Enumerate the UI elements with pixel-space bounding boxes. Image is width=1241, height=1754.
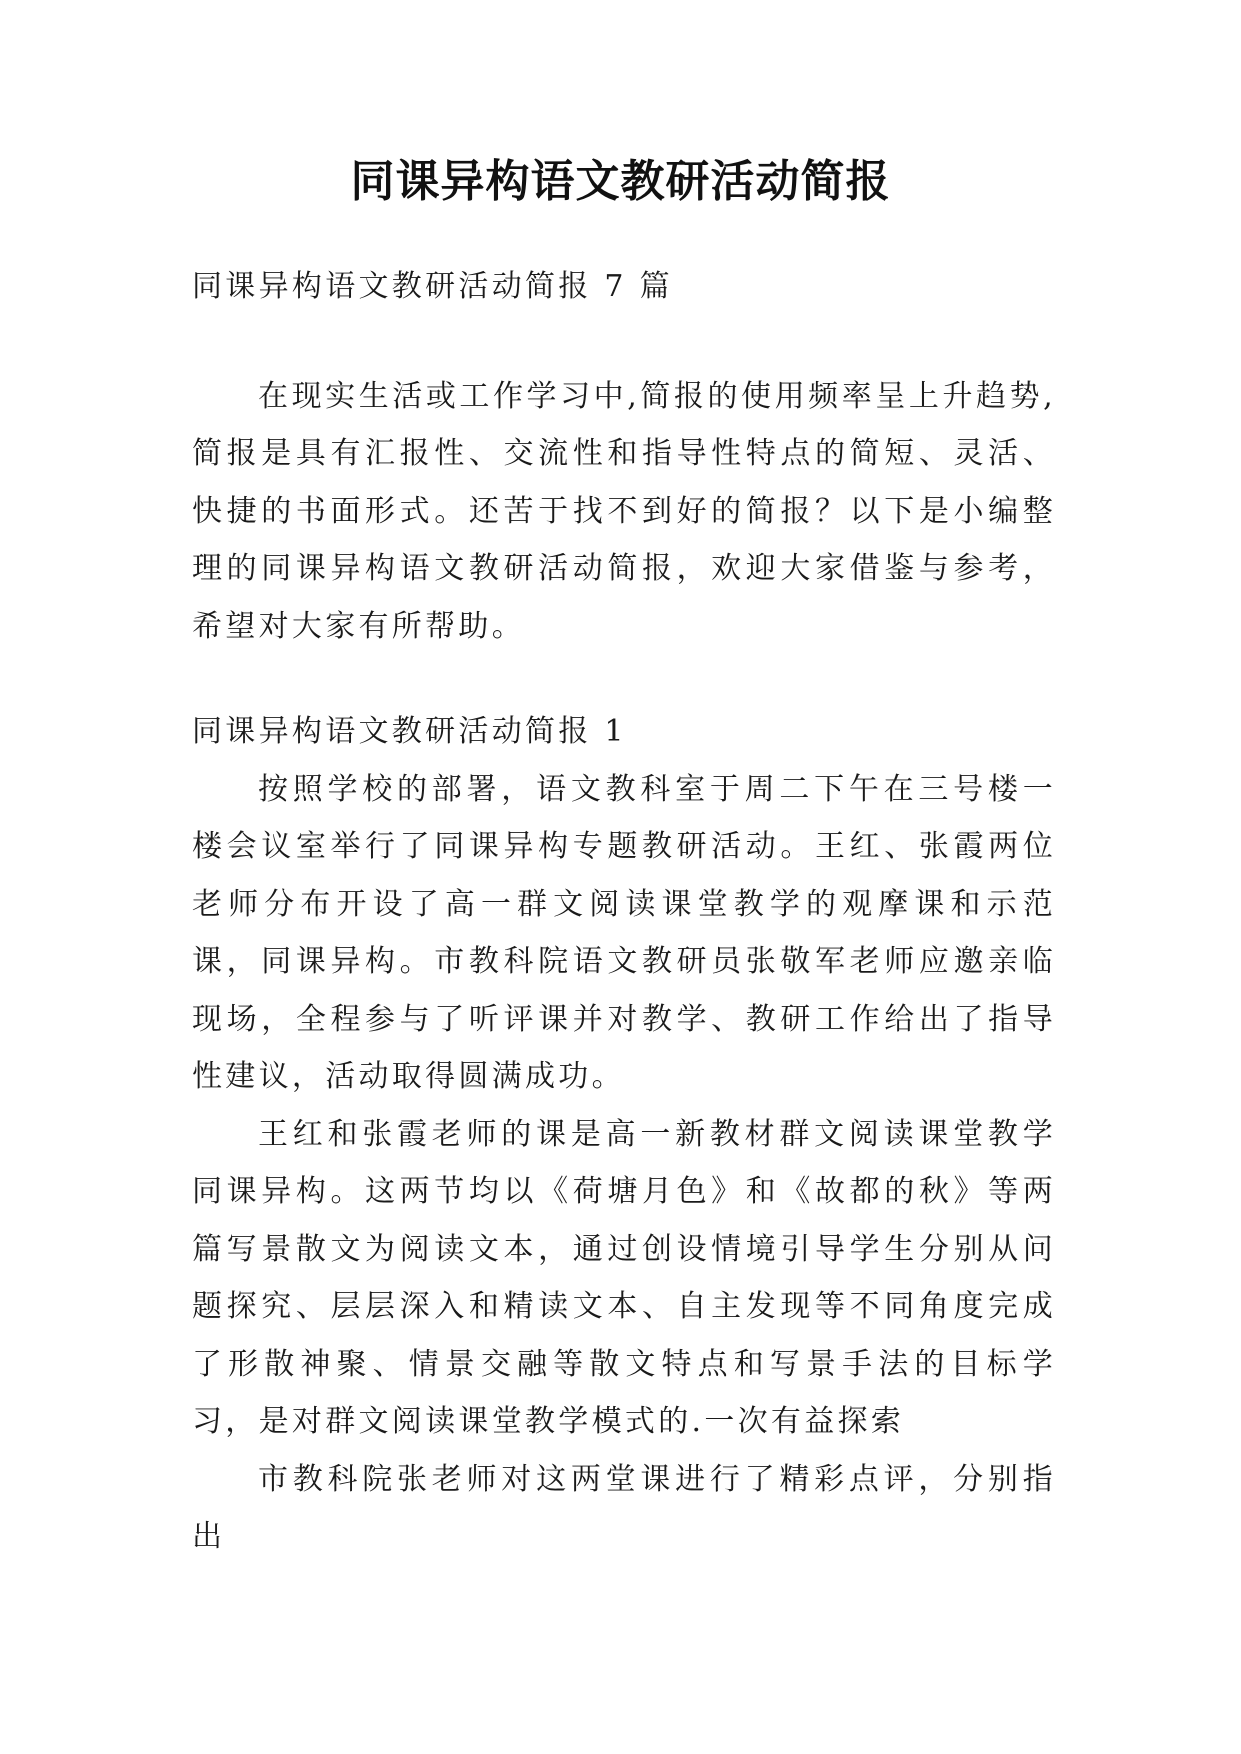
body-paragraph: 按照学校的部署，语文教科室于周二下午在三号楼一楼会议室举行了同课异构专题教研活动。王红、张霞两位老师分布开设了高一群文阅读课堂教学的观摩课和示范课，同课异构。市教科院语文教研员张敬军老师应邀亲临现场，全程参与了听评课并对教学、教研工作给出了指导性建议，活动取得圆满成功。 [192,771,1056,1094]
body-paragraph: 市教科院张老师对这两堂课进行了精彩点评，分别指出 [192,1461,1056,1554]
section-heading: 同课异构语文教研活动简报 1 [192,714,627,749]
document-subtitle: 同课异构语文教研活动简报 7 篇 [192,269,673,304]
document-body [192,258,1056,1566]
intro-paragraph: 在现实生活或工作学习中,简报的使用频率呈上升趋势,简报是具有汇报性、交流性和指导性特点的简短、灵活、快捷的书面形式。还苦于找不到好的简报？以下是小编整理的同课异构语文教研活动简报，欢迎大家借鉴与参考，希望对大家有所帮助。 [192,378,1056,644]
document-title: 同课异构语文教研活动简报 [350,156,891,207]
body-paragraph: 王红和张霞老师的课是高一新教材群文阅读课堂教学同课异构。这两节均以《荷塘月色》和《故都的秋》等两篇写景散文为阅读文本，通过创设情境引导学生分别从问题探究、层层深入和精读文本、自主发现等不同角度完成了形散神聚、情景交融等散文特点和写景手法的目标学习，是对群文阅读课堂教学模式的.一次有益探索 [192,1116,1056,1439]
